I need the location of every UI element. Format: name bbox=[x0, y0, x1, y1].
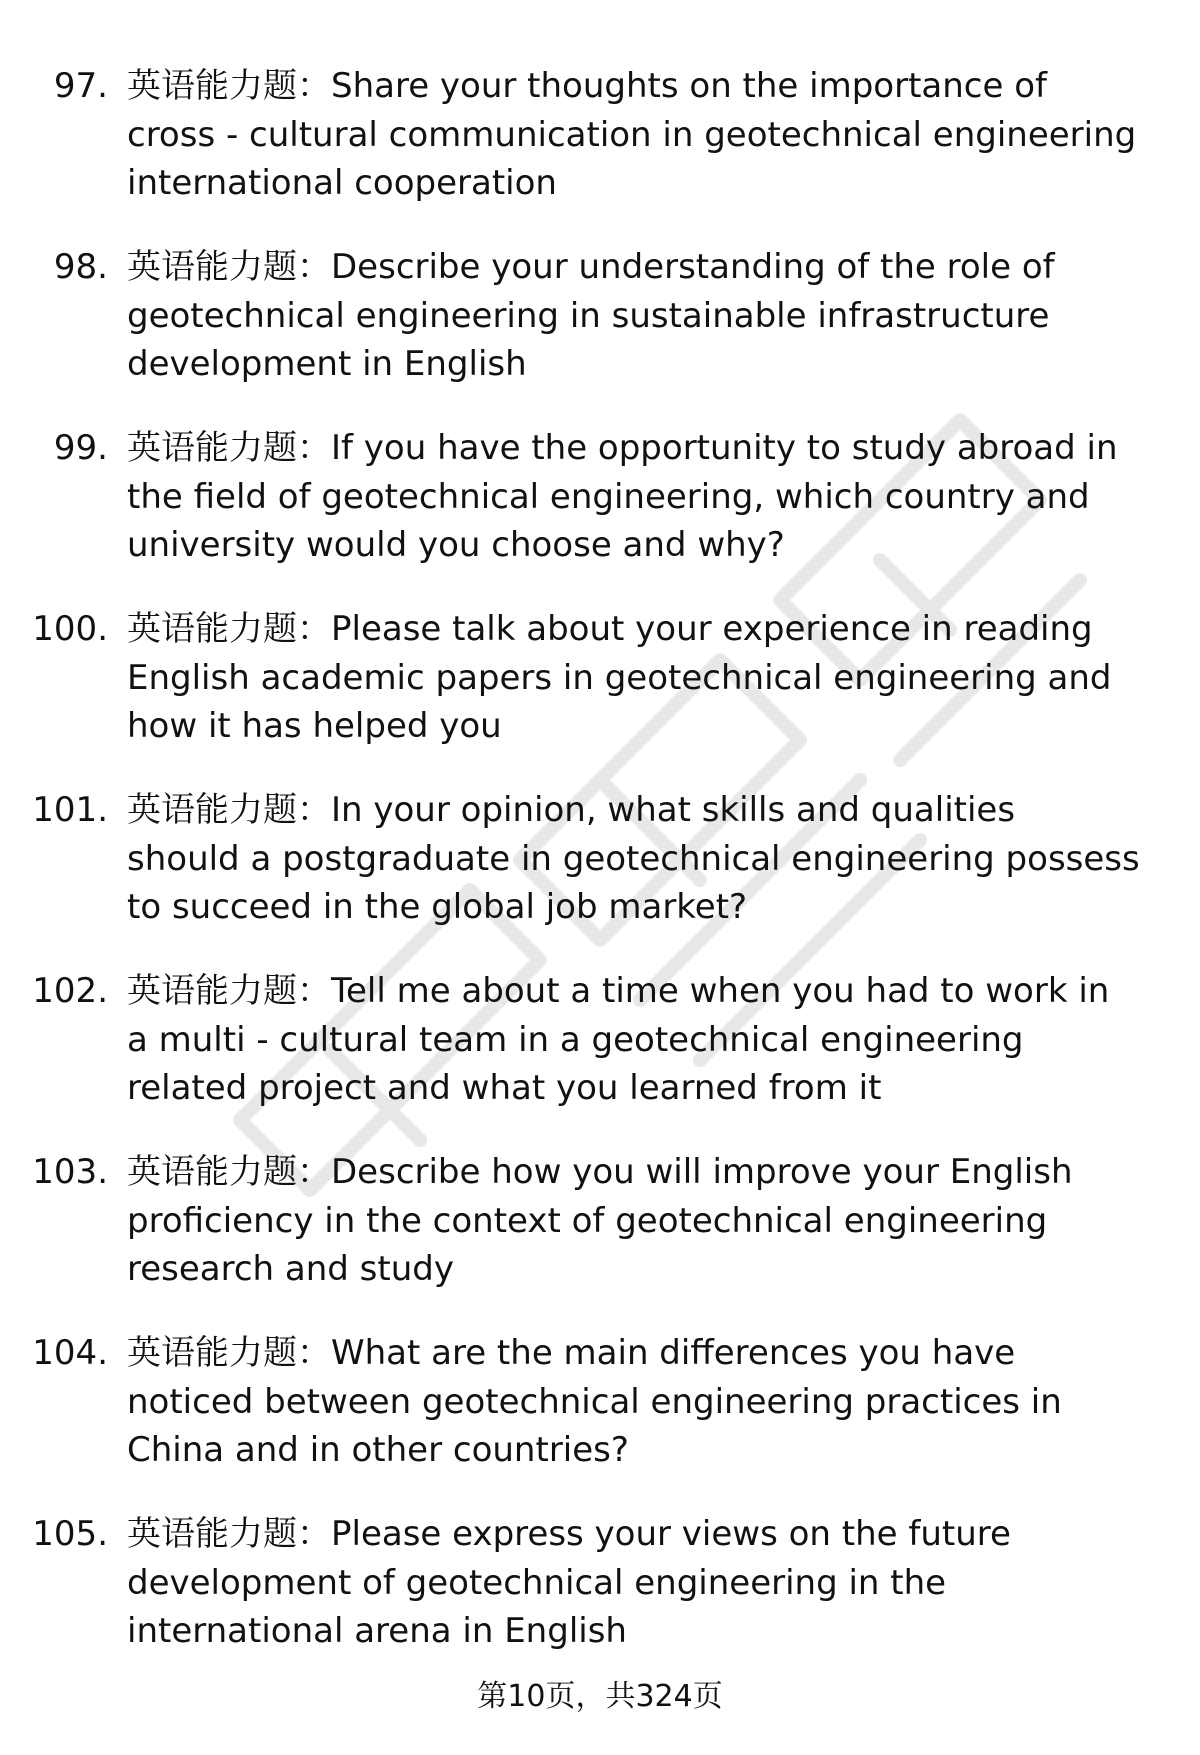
question-number: 98. bbox=[53, 247, 108, 287]
question-tag: 英语能力题： bbox=[127, 609, 331, 649]
question-list bbox=[0, 52, 1200, 1681]
question-line bbox=[127, 1148, 1172, 1197]
question-line-text: Describe how you will improve your English bbox=[331, 1152, 1073, 1192]
question-line: international cooperation bbox=[127, 163, 557, 203]
question-line-text: Please express your views on the future bbox=[331, 1514, 1011, 1554]
question-number: 100. bbox=[32, 609, 108, 649]
question-tag: 英语能力题： bbox=[127, 790, 331, 830]
question-line: noticed between geotechnical engineering practices in bbox=[127, 1381, 1062, 1422]
question-tag: 英语能力题： bbox=[127, 1333, 331, 1373]
question-item bbox=[0, 1319, 1200, 1500]
question-line bbox=[127, 243, 1172, 292]
question-line-text: Share your thoughts on the importance of bbox=[331, 66, 1047, 106]
page-number-footer: 第10页，共324页 bbox=[477, 1679, 723, 1714]
question-tag: 英语能力题： bbox=[127, 1152, 331, 1192]
question-text bbox=[127, 1329, 1172, 1475]
question-line: development of geotechnical engineering in the bbox=[127, 1562, 947, 1603]
question-line: China and in other countries? bbox=[127, 1430, 629, 1470]
question-line: university would you choose and why? bbox=[127, 525, 785, 565]
question-line: geotechnical engineering in sustainable infrastructure bbox=[127, 295, 1050, 336]
question-item bbox=[0, 52, 1200, 233]
question-line bbox=[127, 62, 1172, 111]
question-text bbox=[127, 1148, 1172, 1294]
question-number: 99. bbox=[53, 428, 108, 468]
question-tag: 英语能力题： bbox=[127, 971, 331, 1011]
question-item bbox=[0, 1500, 1200, 1681]
question-text bbox=[127, 62, 1172, 208]
question-line: how it has helped you bbox=[127, 706, 502, 746]
question-item bbox=[0, 957, 1200, 1138]
question-item bbox=[0, 776, 1200, 957]
question-text bbox=[127, 243, 1172, 389]
question-number: 104. bbox=[32, 1333, 108, 1373]
question-item bbox=[0, 233, 1200, 414]
question-tag: 英语能力题： bbox=[127, 1514, 331, 1554]
question-number: 97. bbox=[53, 66, 108, 106]
question-line-text: Describe your understanding of the role of bbox=[331, 247, 1055, 287]
question-line-text: In your opinion, what skills and qualities bbox=[331, 790, 1016, 830]
question-text bbox=[127, 967, 1172, 1113]
question-tag: 英语能力题： bbox=[127, 247, 331, 287]
question-line: related project and what you learned from it bbox=[127, 1068, 882, 1108]
question-text bbox=[127, 1510, 1172, 1656]
question-line-text: Please talk about your experience in reading bbox=[331, 609, 1093, 649]
question-line: development in English bbox=[127, 344, 527, 384]
question-number: 102. bbox=[32, 971, 108, 1011]
question-line: research and study bbox=[127, 1249, 454, 1289]
question-line: a multi - cultural team in a geotechnical engineering bbox=[127, 1019, 1024, 1060]
question-line bbox=[127, 1510, 1172, 1559]
question-text bbox=[127, 786, 1172, 932]
question-line bbox=[127, 1329, 1172, 1378]
question-line-text: Tell me about a time when you had to work in bbox=[331, 971, 1110, 1011]
question-item bbox=[0, 414, 1200, 595]
question-line bbox=[127, 786, 1172, 835]
question-line: to succeed in the global job market? bbox=[127, 887, 748, 927]
question-line: English academic papers in geotechnical engineering and bbox=[127, 657, 1112, 698]
question-line-text: What are the main differences you have bbox=[331, 1333, 1016, 1373]
question-text bbox=[127, 605, 1172, 751]
question-tag: 英语能力题： bbox=[127, 428, 331, 468]
question-item bbox=[0, 1138, 1200, 1319]
question-line bbox=[127, 967, 1172, 1016]
question-line: international arena in English bbox=[127, 1611, 627, 1651]
question-line bbox=[127, 424, 1172, 473]
question-line: cross - cultural communication in geotechnical engineering bbox=[127, 114, 1137, 155]
question-line: should a postgraduate in geotechnical engineering possess bbox=[127, 838, 1140, 879]
question-line: proficiency in the context of geotechnical engineering bbox=[127, 1200, 1048, 1241]
question-line-text: If you have the opportunity to study abroad in bbox=[331, 428, 1118, 468]
question-number: 103. bbox=[32, 1152, 108, 1192]
question-tag: 英语能力题： bbox=[127, 66, 331, 106]
question-number: 105. bbox=[32, 1514, 108, 1554]
question-line: the field of geotechnical engineering, which country and bbox=[127, 476, 1090, 517]
question-item bbox=[0, 595, 1200, 776]
question-number: 101. bbox=[32, 790, 108, 830]
question-line bbox=[127, 605, 1172, 654]
question-text bbox=[127, 424, 1172, 570]
